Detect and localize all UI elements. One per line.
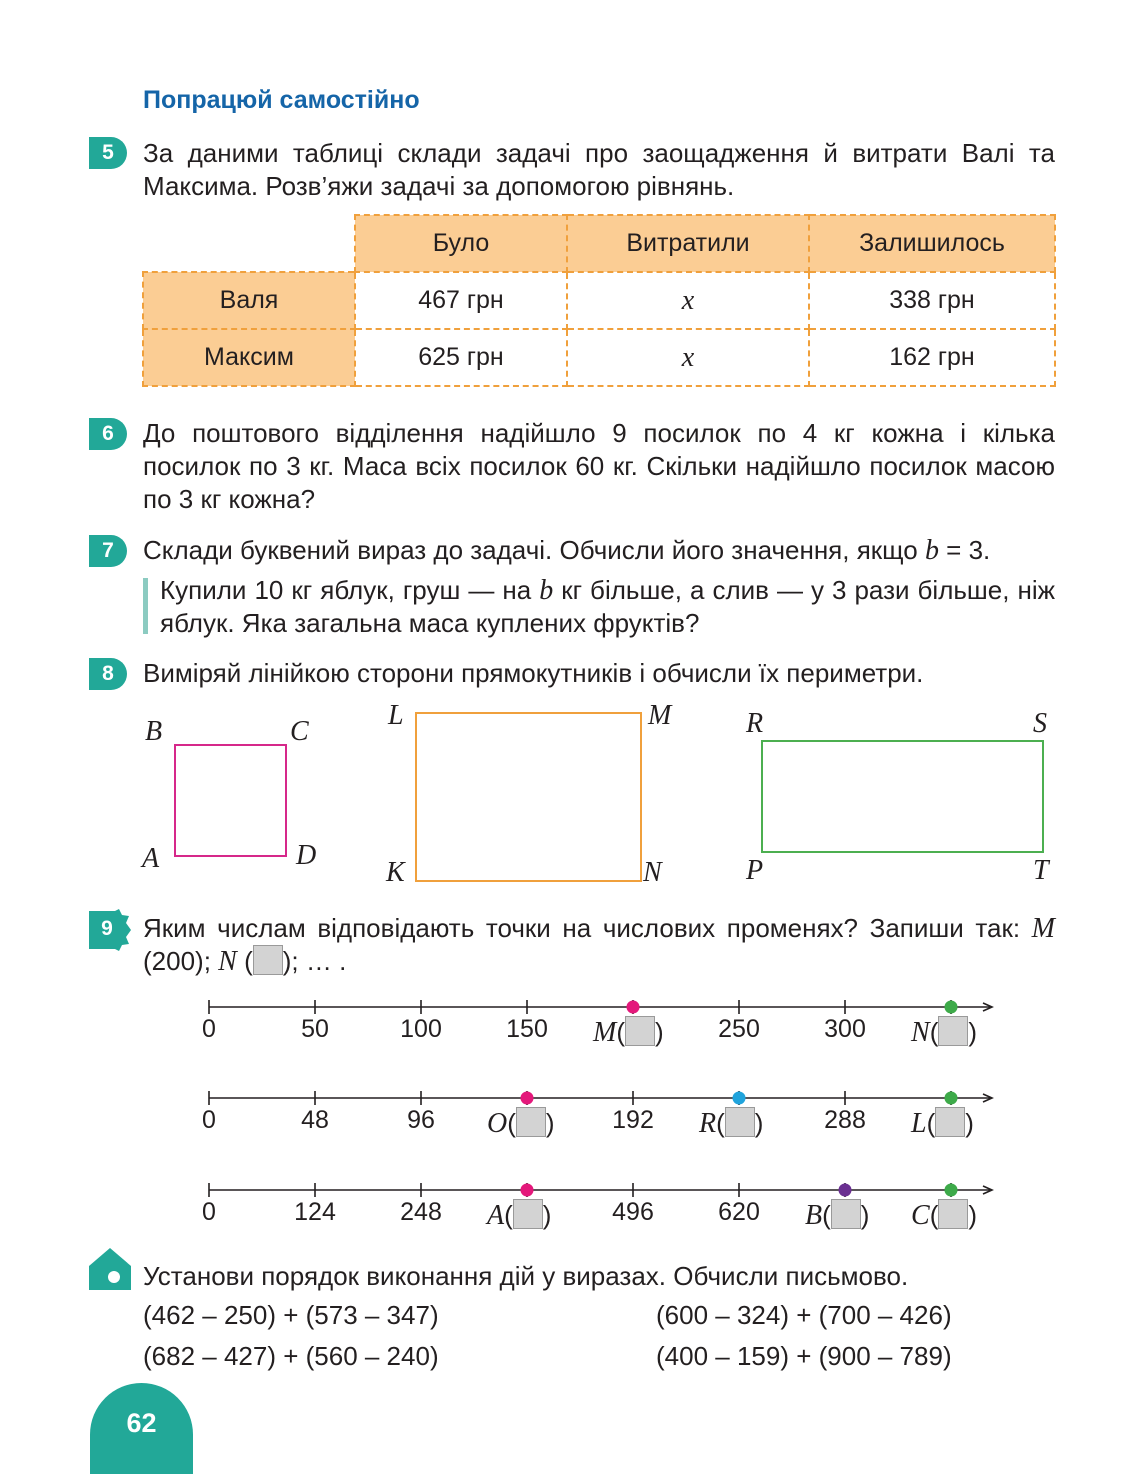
paren: ( (822, 1200, 831, 1230)
task-5-text: За даними таблиці склади задачі про заощадження й витрати Валі та Максима. Розв’яжи задачі за допомогою рівнянь. (143, 138, 1055, 201)
tick-label: 50 (301, 1015, 329, 1043)
expression: (462 – 250) + (573 – 347) (143, 1300, 439, 1330)
point-name: O (487, 1108, 508, 1139)
point-label (911, 1199, 977, 1232)
tick-label: 288 (824, 1106, 866, 1134)
table-cell: 162 грн (809, 329, 1055, 386)
vertex-label: T (1033, 855, 1049, 886)
vertex-label: K (386, 857, 405, 888)
task-number-9: 9 (101, 917, 113, 940)
tick-label: 0 (202, 1198, 216, 1226)
task-9-instruction: Яким числам відповідають точки на числових променях? Запиши так: (143, 913, 1021, 943)
expression: (400 – 159) + (900 – 789) (656, 1341, 952, 1371)
table-cell: x (567, 329, 809, 386)
answer-box[interactable] (625, 1016, 655, 1046)
paren: ) (545, 1108, 555, 1138)
vertex-label: C (290, 716, 309, 747)
tick-label: 96 (407, 1106, 435, 1134)
row-name: Максим (143, 329, 355, 386)
task-9-text: Яким числам відповідають точки на числових променях? Запиши так: M (200); N ( ); … . (143, 913, 1055, 977)
variable-b: b (924, 535, 939, 566)
vertex-label: P (746, 855, 764, 886)
problem-text: Купили 10 кг яблук, груш — на (160, 575, 540, 605)
ray-point (945, 1184, 958, 1197)
table-cell: 338 грн (809, 272, 1055, 329)
answer-box[interactable] (938, 1016, 968, 1046)
vertex-label: S (1033, 708, 1047, 739)
tick-label: 0 (202, 1106, 216, 1134)
vertex-label: L (388, 700, 404, 731)
tick-label: 48 (301, 1106, 329, 1134)
paren: ) (968, 1200, 978, 1230)
paren: ( (504, 1200, 513, 1230)
ray-point (945, 1092, 958, 1105)
example-point-n: N (218, 946, 237, 977)
point-label (593, 1016, 664, 1049)
house-icon (89, 1248, 131, 1290)
table-header: Витратили (567, 215, 809, 272)
ray-point (521, 1092, 534, 1105)
table-cell: 625 грн (355, 329, 567, 386)
answer-box[interactable] (935, 1107, 965, 1137)
point-name: L (911, 1108, 927, 1139)
tick-label: 248 (400, 1198, 442, 1226)
paren: ) (968, 1017, 978, 1047)
tick-label: 300 (824, 1015, 866, 1043)
ray-point (733, 1092, 746, 1105)
answer-box[interactable] (938, 1199, 968, 1229)
page-number: 62 (90, 1383, 193, 1474)
point-label (805, 1199, 869, 1232)
ray-point (945, 1001, 958, 1014)
answer-box[interactable] (516, 1107, 546, 1137)
tick-label: 192 (612, 1106, 654, 1134)
ray-point (627, 1001, 640, 1014)
paren: ) (542, 1200, 552, 1230)
paren: ( (926, 1108, 936, 1138)
tick-label: 100 (400, 1015, 442, 1043)
task-number-5: 5 (89, 137, 127, 169)
table-cell: x (567, 272, 809, 329)
paren: ( (929, 1200, 939, 1230)
tick-label: 250 (718, 1015, 760, 1043)
tick-label: 620 (718, 1198, 760, 1226)
task-7-text-before: Склади буквений вираз до задачі. Обчисли його значення, якщо (143, 535, 925, 565)
paren: ) (754, 1108, 764, 1138)
point-name: C (911, 1200, 930, 1231)
answer-box[interactable] (253, 945, 283, 975)
tick-label: 150 (506, 1015, 548, 1043)
paren: ( (507, 1108, 516, 1138)
homework-text: Установи порядок виконання дій у виразах. Обчисли письмово. (143, 1261, 909, 1291)
point-label (487, 1107, 555, 1140)
tick-label: 0 (202, 1015, 216, 1043)
rectangle-abcd (175, 745, 286, 856)
point-label (911, 1016, 977, 1049)
ray-point (839, 1184, 852, 1197)
paren: ( (616, 1017, 625, 1047)
number-ray (0, 997, 1133, 1017)
answer-box[interactable] (513, 1199, 543, 1229)
rectangle-prst (762, 741, 1043, 852)
point-label (487, 1199, 551, 1232)
task-number-8: 8 (89, 658, 127, 690)
tick-label: 496 (612, 1198, 654, 1226)
point-name: B (805, 1200, 823, 1231)
answer-box[interactable] (831, 1199, 861, 1229)
example-tail: ); … . (282, 946, 347, 976)
point-name: A (487, 1200, 505, 1231)
ray-point (521, 1184, 534, 1197)
task-8-text: Виміряй лінійкою сторони прямокутників і обчисли їх периметри. (143, 658, 924, 688)
number-ray (0, 1180, 1133, 1200)
expression: (600 – 324) + (700 – 426) (656, 1300, 952, 1330)
task-7-text-after: = 3. (938, 535, 991, 565)
rectangle-klmn (416, 713, 641, 881)
point-name: M (593, 1017, 617, 1048)
task-number-6: 6 (89, 418, 127, 450)
section-heading: Попрацюй самостійно (143, 86, 420, 114)
paren: ) (655, 1017, 664, 1047)
vertex-label: R (746, 708, 764, 739)
vertex-label: B (145, 716, 163, 747)
vertex-label: D (296, 840, 317, 871)
expression: (682 – 427) + (560 – 240) (143, 1341, 439, 1371)
table-header: Було (355, 215, 567, 272)
paren: ) (965, 1108, 974, 1138)
vertex-label: M (648, 700, 672, 731)
example-point-m: M (1031, 913, 1055, 944)
paren: ( (716, 1108, 725, 1138)
row-name: Валя (143, 272, 355, 329)
table-cell: 467 грн (355, 272, 567, 329)
task-number-7: 7 (89, 535, 127, 567)
point-name: R (699, 1108, 717, 1139)
vertex-label: A (142, 843, 160, 874)
paren: ( (929, 1017, 939, 1047)
point-label (911, 1107, 974, 1140)
point-name: N (911, 1017, 930, 1048)
paren: ) (860, 1200, 870, 1230)
point-label (699, 1107, 763, 1140)
tick-label: 124 (294, 1198, 336, 1226)
number-ray (0, 1088, 1133, 1108)
table-header: Залишилось (809, 215, 1055, 272)
example-value: (200); (143, 946, 219, 976)
problem-text: кг більше, а слив — у 3 рази більше, ніж яблук. Яка загальна маса куплених фруктів? (160, 575, 1056, 638)
vertex-label: N (643, 857, 662, 888)
task-6-text: До поштового відділення надійшло 9 посилок по 4 кг кожна і кілька посилок по 3 кг. Маса всіх посилок 60 кг. Скільки надійшло посилок масою по 3 кг кожна? (143, 418, 1055, 514)
answer-box[interactable] (725, 1107, 755, 1137)
variable-b: b (539, 575, 554, 606)
